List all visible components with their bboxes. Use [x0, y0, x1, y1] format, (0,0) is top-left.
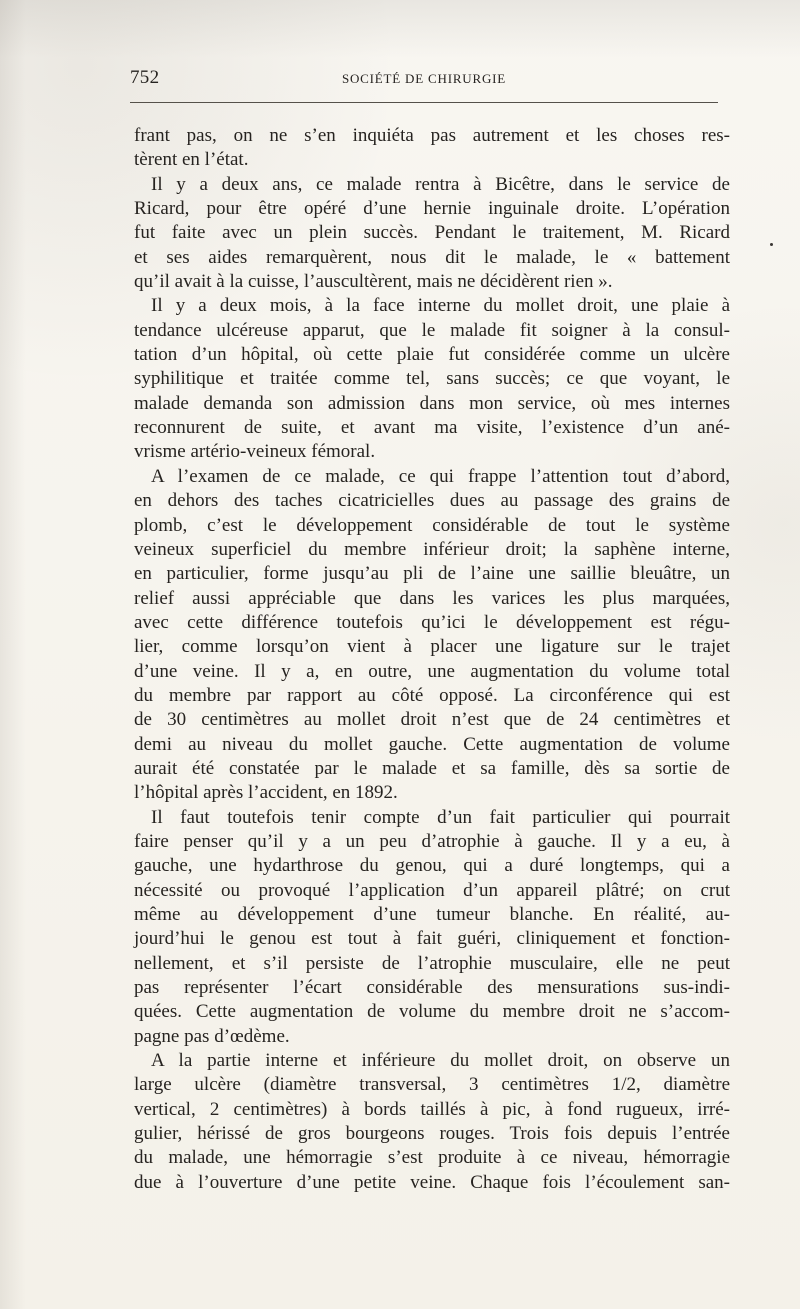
text-line-18: veineux superficiel du membre inférieur droit; la saphène interne,: [134, 538, 730, 560]
text-line-26: demi au niveau du mollet gauche. Cette augmentation de volume: [134, 733, 730, 755]
header-rule: [130, 102, 718, 103]
text-line-2: tèrent en l’état.: [134, 149, 249, 171]
text-line-42: gulier, hérissé de gros bourgeons rouges. Trois fois depuis l’entrée: [134, 1123, 730, 1145]
text-line-4: Ricard, pour être opéré d’une hernie inguinale droite. L’opération: [134, 198, 730, 220]
text-line-20: relief aussi appréciable que dans les varices les plus marquées,: [134, 587, 730, 609]
scan-discoloration: [0, 0, 800, 58]
text-line-29: Il faut toutefois tenir compte d’un fait particulier qui pourrait: [151, 806, 730, 828]
text-line-36: pas représenter l’écart considérable des mensurations sus-indi-: [134, 977, 730, 999]
text-line-7: qu’il avait à la cuisse, l’auscultèrent, mais ne décidèrent rien ».: [134, 271, 613, 293]
text-line-34: jourd’hui le genou est tout à fait guéri, cliniquement et fonction-: [134, 928, 730, 950]
text-line-14: vrisme artério-veineux fémoral.: [134, 441, 376, 463]
text-line-31: gauche, une hydarthrose du genou, qui a duré longtemps, qui a: [134, 855, 730, 877]
text-line-27: aurait été constatée par le malade et sa famille, dès sa sortie de: [134, 757, 730, 779]
text-line-10: tation d’un hôpital, où cette plaie fut considérée comme un ulcère: [134, 344, 730, 366]
text-line-32: nécessité ou provoqué l’application d’un appareil plâtré; on crut: [134, 879, 730, 901]
page-header: [130, 67, 718, 97]
text-line-30: faire penser qu’il y a un peu d’atrophie à gauche. Il y a eu, à: [134, 830, 730, 852]
text-line-22: lier, comme lorsqu’on vient à placer une ligature sur le trajet: [134, 636, 730, 658]
text-line-19: en particulier, forme jusqu’au pli de l’aine une saillie bleuâtre, un: [134, 563, 730, 585]
text-line-41: vertical, 2 centimètres) à bords taillés à pic, à fond rugueux, irré-: [134, 1098, 730, 1120]
text-line-43: du malade, une hémorragie s’est produite à ce niveau, hémorragie: [134, 1147, 730, 1169]
text-line-39: A la partie interne et inférieure du mollet droit, on observe un: [151, 1050, 730, 1072]
text-line-28: l’hôpital après l’accident, en 1892.: [134, 782, 398, 804]
margin-mark: [770, 243, 773, 246]
text-line-24: du membre par rapport au côté opposé. La circonférence qui est: [134, 684, 730, 706]
text-line-21: avec cette différence toutefois qu’ici le développement est régu-: [134, 611, 730, 633]
text-line-40: large ulcère (diamètre transversal, 3 centimètres 1/2, diamètre: [134, 1074, 730, 1096]
text-line-17: plomb, c’est le développement considérable de tout le système: [134, 514, 730, 536]
text-line-16: en dehors des taches cicatricielles dues au passage des grains de: [134, 490, 730, 512]
text-line-12: malade demanda son admission dans mon service, où mes internes: [134, 392, 730, 414]
text-line-33: même au développement d’une tumeur blanche. En réalité, au-: [134, 904, 730, 925]
text-line-9: tendance ulcéreuse apparut, que le malade fit soigner à la consul-: [134, 319, 730, 341]
text-line-38: pagne pas d’œdème.: [134, 1025, 290, 1047]
text-line-6: et ses aides remarquèrent, nous dit le malade, le « battement: [134, 246, 730, 268]
text-line-1: frant pas, on ne s’en inquiéta pas autrement et les choses res-: [134, 125, 730, 146]
page-edge-shadow: [0, 0, 26, 1309]
text-line-15: A l’examen de ce malade, ce qui frappe l’attention tout d’abord,: [151, 465, 730, 487]
text-line-44: due à l’ouverture d’une petite veine. Chaque fois l’écoulement san-: [134, 1171, 730, 1193]
text-line-13: reconnurent de suite, et avant ma visite, l’existence d’un ané-: [134, 417, 730, 439]
text-line-8: Il y a deux mois, à la face interne du mollet droit, une plaie à: [151, 295, 730, 317]
text-line-23: d’une veine. Il y a, en outre, une augmentation du volume total: [134, 660, 730, 682]
text-line-11: syphilitique et traitée comme tel, sans succès; ce que voyant, le: [134, 368, 730, 390]
body-text: [134, 124, 730, 1195]
running-title: SOCIÉTÉ DE CHIRURGIE: [341, 71, 507, 86]
text-line-37: quées. Cette augmentation de volume du membre droit ne s’accom-: [134, 1001, 730, 1023]
text-line-3: Il y a deux ans, ce malade rentra à Bicêtre, dans le service de: [151, 173, 730, 195]
text-line-25: de 30 centimètres au mollet droit n’est que de 24 centimètres et: [134, 709, 730, 731]
text-line-5: fut faite avec un plein succès. Pendant le traitement, M. Ricard: [134, 222, 730, 244]
page-number: 752: [130, 67, 160, 88]
text-line-35: nellement, et s’il persiste de l’atrophie musculaire, elle ne peut: [134, 952, 730, 974]
